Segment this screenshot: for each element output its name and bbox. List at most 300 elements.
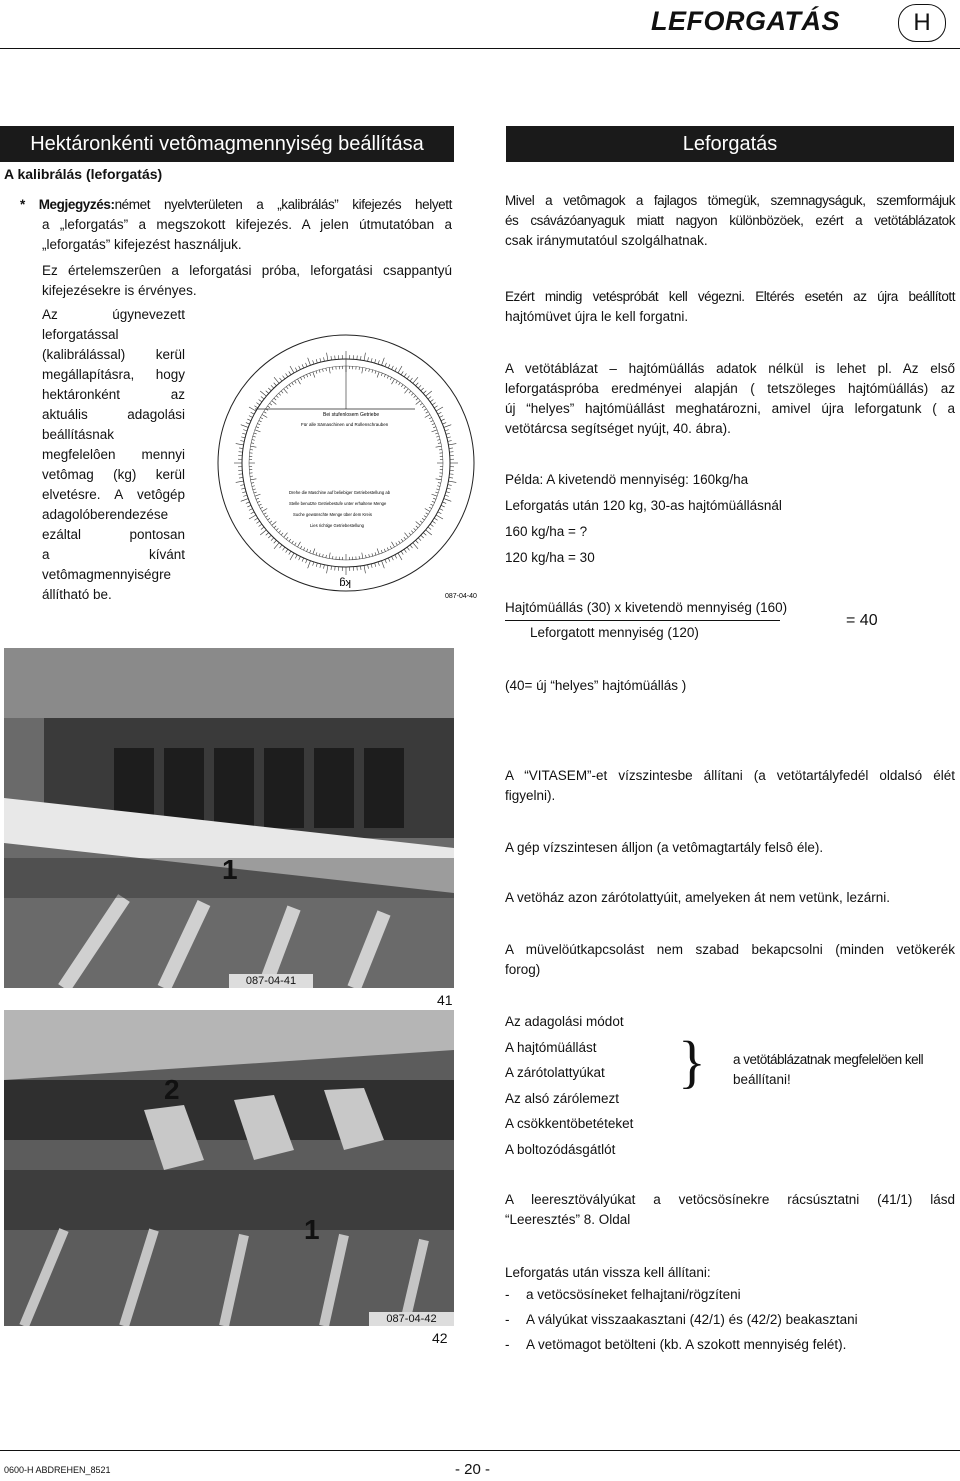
- after-title: Leforgatás után vissza kell állítani:: [505, 1265, 711, 1280]
- list-item-text: A vályúkat visszaakasztani (42/1) és (42/2) beakasztani: [526, 1312, 858, 1327]
- dial-tick: [384, 374, 385, 377]
- dial-tick: [254, 518, 257, 520]
- photo41-code: 087-04-41: [229, 974, 313, 988]
- dial-tick: [249, 407, 256, 411]
- dial-tick: [364, 353, 365, 361]
- dial-tick: [327, 565, 328, 573]
- dial-tick: [448, 485, 452, 486]
- dial-tick: [385, 559, 386, 563]
- seed-drill-photo-41: [4, 648, 454, 988]
- dial-tick: [284, 389, 288, 394]
- dial-tick: [264, 412, 267, 414]
- dial-tick: [331, 566, 332, 570]
- dial-tick: [416, 398, 418, 400]
- example-line: 120 kg/ha = 30: [505, 550, 595, 565]
- dial-tick: [236, 444, 244, 445]
- para-line: állítható be.: [42, 587, 112, 602]
- photo-figure-41: [4, 648, 454, 988]
- dial-tick: [241, 425, 249, 428]
- dial-tick: [316, 371, 317, 374]
- dial-tick: [375, 359, 376, 363]
- dial-tick: [271, 538, 274, 541]
- dial-tick: [240, 485, 244, 486]
- dial-tick: [404, 537, 406, 539]
- dial-tick: [324, 357, 325, 361]
- dial-tick: [375, 371, 376, 374]
- dial-text-4: Stelle benutzte Getriebestufe unter erhaltene Menge: [289, 501, 387, 506]
- list-item: [505, 1310, 955, 1335]
- dial-tick: [364, 565, 365, 573]
- dial-tick: [299, 366, 301, 370]
- dial-tick: [295, 368, 297, 372]
- para-line: forog): [505, 962, 541, 977]
- dial-tick: [445, 430, 449, 431]
- dial-tick: [316, 552, 317, 555]
- dial-tick: [306, 559, 307, 563]
- dial-tick: [404, 549, 406, 552]
- dial-tick: [252, 486, 255, 487]
- dial-tick: [286, 387, 288, 389]
- dial-tick: [441, 419, 445, 421]
- dial-tick: [399, 383, 401, 385]
- dial-tick: [368, 357, 369, 361]
- note-line-5: kifejezésekre is érvényes.: [42, 283, 197, 298]
- dial-tick: [307, 549, 308, 552]
- dial-tick: [435, 433, 438, 434]
- dial-tick: [362, 553, 363, 559]
- dial-tick: [303, 547, 304, 550]
- dial-tick: [430, 420, 433, 421]
- dial-tick: [313, 562, 314, 566]
- para-line: Az úgynevezett: [42, 307, 185, 322]
- dial-tick: [239, 477, 243, 478]
- settings-item: A hajtómüállást: [505, 1039, 597, 1055]
- dial-tick: [292, 541, 294, 543]
- dial-tick: [375, 563, 376, 567]
- dial-tick: [284, 533, 288, 538]
- dial-tick: [428, 527, 431, 529]
- clutch-paragraph: [505, 940, 955, 980]
- dial-tick: [426, 412, 429, 414]
- dial-tick: [436, 489, 439, 490]
- dial-tick: [381, 550, 382, 553]
- dial-tick: [259, 504, 262, 505]
- dial-tick: [401, 385, 403, 387]
- dial-tick: [255, 494, 261, 496]
- dial-tick: [255, 430, 261, 432]
- dial-tick: [438, 443, 441, 444]
- dial-tick: [329, 553, 330, 559]
- dial-tick: [413, 377, 418, 383]
- dial-tick: [283, 547, 285, 550]
- footer-doc-code: 0600-H ABDREHEN_8521: [4, 1465, 111, 1475]
- dial-tick: [409, 391, 411, 393]
- dial-tick: [404, 373, 406, 376]
- formula-denominator: Leforgatott mennyiség (120): [530, 625, 699, 640]
- dial-tick: [290, 553, 294, 560]
- dial-tick: [404, 387, 406, 389]
- dial-tick: [254, 406, 257, 408]
- dial-tick: [289, 371, 291, 374]
- dial-tick: [442, 423, 446, 424]
- dial-tick: [385, 363, 386, 367]
- dial-tick: [260, 507, 263, 508]
- dial-tick: [436, 446, 442, 447]
- dial-tick: [240, 441, 244, 442]
- dial-tick: [236, 481, 244, 482]
- dial-tick: [306, 363, 307, 367]
- dial-tick: [241, 437, 245, 438]
- dial-tick: [448, 444, 456, 445]
- dial-tick: [401, 551, 403, 554]
- after-list: [505, 1285, 955, 1360]
- dial-tick: [436, 515, 443, 519]
- settings-item: Az adagolási módot: [505, 1014, 624, 1029]
- dial-tick: [414, 528, 416, 530]
- dial-tick: [424, 409, 426, 411]
- dial-tick: [331, 356, 332, 360]
- settings-item: Az alsó zárólemezt: [505, 1090, 620, 1106]
- dial-tick: [276, 396, 278, 398]
- dial-text-6: Lies richtige Getriebestellung: [310, 523, 365, 528]
- dial-tick: [303, 376, 304, 379]
- dial-tick: [251, 483, 254, 484]
- dial-tick: [295, 543, 297, 546]
- dial-tick: [268, 388, 271, 391]
- dial-tick: [429, 417, 432, 418]
- dial-tick: [274, 540, 277, 543]
- list-item: [505, 1335, 955, 1360]
- dial-tick: [316, 563, 317, 567]
- dial-tick: [256, 403, 259, 405]
- dial-tick: [261, 397, 264, 399]
- dial-tick: [326, 368, 327, 371]
- dial-tick: [310, 373, 311, 376]
- list-dash: -: [505, 1337, 510, 1352]
- dial-tick: [436, 436, 439, 437]
- para-line: megállapításra, hogy: [42, 367, 185, 382]
- table-paragraph: [505, 359, 955, 439]
- dial-tick: [368, 565, 369, 569]
- dial-tick: [243, 495, 247, 496]
- dial-tick: [324, 565, 325, 569]
- para-line: adagolóberendezése: [42, 507, 169, 522]
- dial-tick: [268, 535, 271, 538]
- para-line: Ezért mindig vetéspróbát kell végezni. Eltérés esetén az újra beállított: [505, 289, 955, 304]
- dial-tick: [283, 376, 285, 379]
- subheading: A kalibrálás (leforgatás): [4, 166, 163, 182]
- dial-tick: [246, 502, 250, 503]
- para-line: (kalibrálással) kerül: [42, 347, 185, 362]
- dial-tick: [268, 518, 270, 520]
- dial-tick: [262, 415, 267, 418]
- dial-tick: [381, 373, 382, 376]
- dial-tick: [439, 509, 443, 511]
- dial-tick: [432, 403, 435, 405]
- brace-icon: }: [678, 1029, 706, 1094]
- photo42-callout-2: 2: [164, 1074, 180, 1105]
- dial-tick: [429, 507, 432, 508]
- dial-tick: [249, 509, 253, 511]
- dial-tick: [388, 558, 390, 562]
- list-item-text: a vetöcsösíneket felhajtani/rögzíteni: [526, 1287, 741, 1302]
- dial-text-5: Suche gewünschte Menge über dem Kreis: [293, 512, 372, 517]
- dial-tick: [261, 527, 264, 529]
- note-line-2: a „leforgatás” a megszokott kifejezés. A jelen útmutatóban a: [42, 217, 452, 232]
- dial-tick: [366, 368, 367, 371]
- dial-tick: [421, 535, 424, 538]
- dial-tick: [434, 406, 437, 408]
- para-line: elvetésre. A vetôgép: [42, 487, 185, 502]
- dial-tick: [430, 504, 433, 505]
- dial-tick: [426, 530, 432, 535]
- dial-tick: [434, 518, 437, 520]
- figure-code-40: 087-04-40: [445, 593, 477, 600]
- dial-tick: [404, 533, 408, 538]
- dial-unit-label: kg: [339, 577, 351, 589]
- dial-tick: [251, 443, 254, 444]
- dial-tick: [375, 552, 376, 555]
- dial-tick: [247, 505, 251, 507]
- dial-tick: [444, 499, 452, 502]
- dial-tick: [392, 366, 394, 370]
- para-line: A vetötáblázat – hajtómüállás adatok nélkül is lehet pl. Az első: [505, 361, 955, 376]
- dial-tick: [416, 540, 419, 543]
- para-line: A “VITASEM”-et vízszintesbe állítani (a vetötartályfedél oldalsó élét: [505, 768, 955, 783]
- dial-tick: [372, 553, 373, 556]
- para-line: A leeresztövályúkat a vetöcsösínekre rácsúsztatni (41/1) lásd: [505, 1192, 955, 1207]
- dial-tick: [437, 440, 440, 441]
- dial-tick: [384, 549, 385, 552]
- dial-tick: [395, 368, 397, 372]
- dial-tick: [241, 499, 249, 502]
- trough-paragraph: [505, 1190, 955, 1230]
- dial-tick: [286, 537, 288, 539]
- dial-tick: [401, 371, 403, 374]
- photo42-callout-1: 1: [304, 1214, 320, 1245]
- result-note: (40= új “helyes” hajtómüállás ): [505, 678, 687, 693]
- para-line: a kívánt: [42, 547, 185, 562]
- dial-tick: [329, 367, 330, 373]
- dial-tick: [432, 501, 435, 502]
- dial-tick: [426, 513, 429, 515]
- note-line-4: Ez értelemszerûen a leforgatási próba, leforgatási csappantyú: [42, 263, 452, 278]
- dial-tick: [319, 553, 320, 556]
- dial-tick: [246, 423, 250, 424]
- dial-tick: [292, 383, 294, 385]
- dial-tick: [369, 554, 370, 557]
- page-header-title: LEFORGATÁS: [651, 6, 840, 36]
- dial-tick: [360, 356, 361, 360]
- dial-tick: [390, 546, 391, 549]
- dial-tick: [441, 505, 445, 507]
- example-block: [505, 470, 955, 574]
- dial-tick: [289, 539, 291, 541]
- dial-tick: [298, 379, 301, 384]
- example-line: 160 kg/ha = ?: [505, 524, 588, 539]
- dial-tick: [281, 391, 283, 393]
- photo42-code: 087-04-42: [369, 1312, 454, 1326]
- dial-tick: [262, 509, 267, 512]
- calibration-paragraph: [42, 305, 185, 605]
- dial-tick: [256, 427, 259, 428]
- formula-numerator: Hajtómüállás (30) x kivetendö mennyiség (160): [505, 600, 788, 615]
- dial-tick: [416, 521, 421, 525]
- dial-tick: [407, 376, 409, 379]
- dial-tick: [272, 401, 277, 405]
- dial-tick: [426, 391, 432, 396]
- dial-tick: [256, 521, 259, 523]
- dial-tick: [382, 358, 385, 366]
- dial-tick: [313, 549, 315, 555]
- para-line: “Leeresztés” 8. Oldal: [505, 1212, 631, 1227]
- dial-tick: [404, 389, 408, 394]
- dial-tick: [243, 430, 247, 431]
- dial-tick: [401, 539, 403, 541]
- dial-text-2: Für alle Sämaschinen und Rollenschrauben: [301, 422, 389, 427]
- vitasem-paragraph: [505, 766, 955, 806]
- dial-tick: [260, 530, 266, 535]
- dial-tick: [274, 398, 276, 400]
- list-dash: -: [505, 1312, 510, 1327]
- note-label: * Megjegyzés:: [20, 197, 115, 212]
- dial-tick: [323, 554, 324, 557]
- close-instruction: A vetöház azon zárótolattyúit, amelyeken át nem vetünk, lezárni.: [505, 890, 890, 905]
- dial-tick: [307, 374, 308, 377]
- left-section-banner: Hektáronkénti vetômagmennyiség beállítása: [0, 126, 454, 162]
- dial-tick: [279, 393, 281, 395]
- para-line: vetômagmennyiségre: [42, 567, 172, 582]
- dial-tick: [326, 555, 327, 558]
- dial-tick: [298, 542, 301, 547]
- para-line: A müvelöútkapcsolást nem szabad bekapcsolni (minden vetökerék: [505, 942, 955, 957]
- dial-tick: [302, 364, 304, 368]
- para-line: a vetötáblázatnak megfelelöen kell: [733, 1052, 924, 1067]
- para-line: leforgatással: [42, 327, 119, 342]
- dial-tick: [313, 360, 314, 364]
- dial-tick: [430, 524, 433, 526]
- dial-tick: [414, 396, 416, 398]
- para-line: figyelni).: [505, 788, 556, 803]
- dial-tick: [437, 486, 440, 487]
- dial-tick: [250, 479, 256, 480]
- dial-tick: [360, 566, 361, 570]
- dial-tick: [270, 521, 272, 523]
- page-number: - 20 -: [455, 1461, 491, 1478]
- dial-tick: [253, 489, 256, 490]
- dial-tick: [424, 516, 426, 518]
- dial-tick: [260, 417, 263, 418]
- dial-tick: [392, 542, 395, 547]
- header-divider: [0, 48, 960, 49]
- dial-tick: [281, 533, 283, 535]
- para-line: megfelelôen mennyi: [42, 447, 185, 462]
- dial-tick: [448, 481, 456, 482]
- dial-tick: [420, 403, 422, 405]
- dial-tick: [241, 488, 245, 489]
- dial-tick: [366, 555, 367, 558]
- para-line: hektáronként az: [42, 387, 185, 402]
- note-block: [20, 195, 452, 301]
- dial-tick: [371, 564, 372, 568]
- dial-tick: [377, 549, 379, 555]
- settings-item: A boltozódásgátlót: [505, 1141, 616, 1157]
- dial-tick: [272, 521, 277, 525]
- dial-tick: [432, 424, 435, 425]
- dial-tick: [252, 440, 255, 441]
- dial-tick: [447, 437, 451, 438]
- dial-tick: [254, 433, 257, 434]
- list-dash: -: [505, 1287, 510, 1302]
- dial-tick: [271, 385, 274, 388]
- dial-tick: [390, 377, 391, 380]
- dial-tick: [438, 412, 442, 414]
- dial-tick: [302, 558, 304, 562]
- dial-tick: [259, 400, 262, 402]
- dial-tick: [274, 377, 279, 383]
- dial-tick: [323, 369, 324, 372]
- settings-item: A zárótolattyúkat: [505, 1065, 605, 1080]
- dial-tick: [445, 495, 449, 496]
- example-line: Leforgatás után 120 kg, 30-as hajtómüállásnál: [505, 498, 782, 513]
- dial-tick: [327, 353, 328, 361]
- para-line: vetômag (kg) kerül: [42, 467, 185, 482]
- dial-tick: [371, 358, 372, 362]
- dial-tick: [274, 526, 276, 528]
- dial-tick: [295, 381, 297, 384]
- dial-tick: [398, 366, 402, 373]
- figure-number-41: 41: [437, 992, 453, 1008]
- dial-tick: [378, 360, 379, 364]
- para-line: beállításnak: [42, 427, 115, 442]
- dial-tick: [362, 367, 363, 373]
- dial-tick: [387, 376, 388, 379]
- dial-tick: [316, 359, 317, 363]
- dial-tick: [432, 430, 438, 432]
- dial-tick: [418, 385, 421, 388]
- dial-tick: [242, 492, 246, 493]
- dial-tick: [266, 516, 268, 518]
- dial-tick: [449, 477, 453, 478]
- dial-tick: [435, 492, 438, 493]
- dial-tick: [411, 531, 413, 533]
- dial-tick: [266, 533, 269, 536]
- dial-tick: [430, 400, 433, 402]
- dial-tick: [433, 498, 436, 499]
- formula-divider: [505, 620, 780, 621]
- note-line-1: * Megjegyzés:német nyelvterületen a „kalibrálás” kifejezés helyett: [20, 197, 452, 212]
- footer-divider: [0, 1450, 960, 1451]
- figure-number-42: 42: [432, 1330, 448, 1346]
- dial-tick: [407, 547, 409, 550]
- dial-tick: [442, 502, 446, 503]
- dial-tick: [420, 521, 422, 523]
- dial-tick: [290, 366, 294, 373]
- dial-tick: [247, 419, 251, 421]
- dial-tick: [395, 555, 397, 559]
- list-item-text: A vetömagot betölteni (kb. A szokott mennyiség felét).: [526, 1337, 847, 1352]
- dial-tick: [253, 436, 256, 437]
- para-line: és csávázóanyaguk miatt nagyon különbözöek, ezért a vetötáblázatok: [505, 213, 955, 228]
- para-line: csak iránymutatóul szolgálhatnak.: [505, 233, 708, 248]
- dial-tick: [421, 388, 424, 391]
- dial-tick: [260, 391, 266, 396]
- dial-tick: [256, 498, 259, 499]
- dial-tick: [392, 379, 395, 384]
- dial-tick: [300, 546, 301, 549]
- dial-tick: [425, 415, 430, 418]
- dial-tick: [249, 416, 253, 418]
